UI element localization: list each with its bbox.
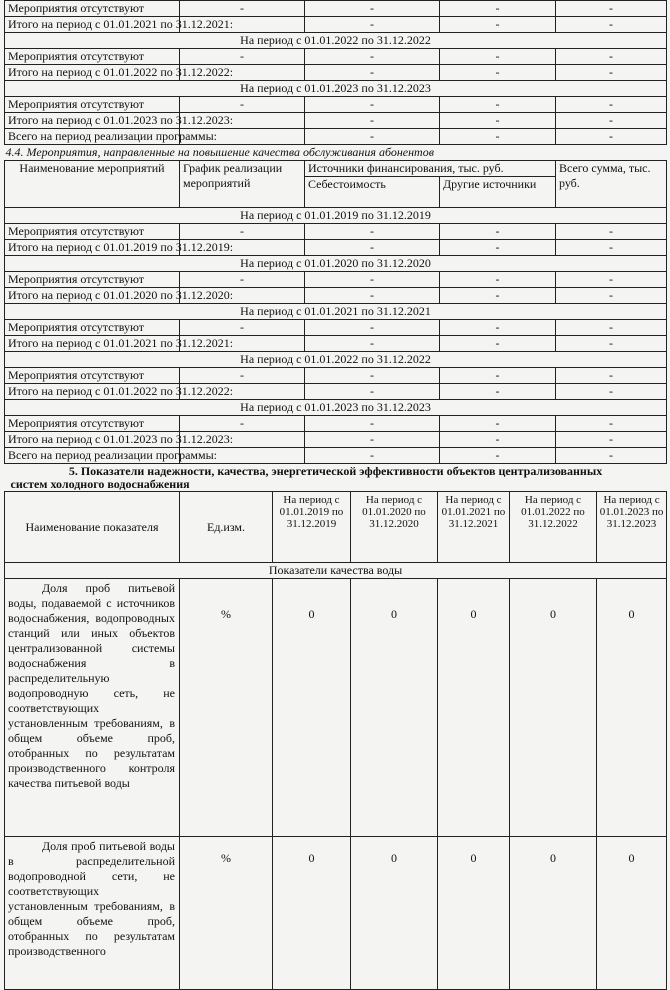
table-row (5, 272, 667, 288)
row-label: Итого на период с 01.01.2022 по 31.12.2022: (5, 384, 180, 400)
period-row (5, 256, 667, 272)
row-cell-4: - (556, 240, 667, 256)
row-cell-3: - (440, 288, 556, 304)
table-row (5, 320, 667, 336)
row-label: Итого на период с 01.01.2020 по 31.12.2020: (5, 288, 180, 304)
period-row (5, 208, 667, 224)
row-cell-3: - (440, 129, 556, 145)
row-cell-4: - (556, 1, 667, 17)
period-title: На период с 01.01.2021 по 31.12.2021 (5, 304, 667, 320)
indicator-value-2021: 0 (438, 837, 510, 990)
row-cell-4: - (556, 416, 667, 432)
row-cell-4: - (556, 288, 667, 304)
header-period-2021: На период с 01.01.2021 по 31.12.2021 (438, 492, 510, 563)
period-row (5, 33, 667, 49)
row-cell-2: - (305, 448, 440, 464)
indicator-value-2019: 0 (273, 579, 351, 837)
row-cell-2: - (305, 97, 440, 113)
table-row (5, 49, 667, 65)
period-title: На период с 01.01.2019 по 31.12.2019 (5, 208, 667, 224)
table-row (5, 65, 667, 81)
row-label: Всего на период реализации программы: (5, 448, 180, 464)
row-cell-3: - (440, 17, 556, 33)
row-label: Итого на период с 01.01.2021 по 31.12.2021: (5, 17, 180, 33)
period-row (5, 400, 667, 416)
period-row (5, 81, 667, 97)
table-row (5, 17, 667, 33)
indicator-row (5, 579, 667, 837)
row-cell-3: - (440, 448, 556, 464)
document-page (4, 0, 666, 990)
row-label: Мероприятия отсутствуют (5, 272, 180, 288)
indicator-value-2021: 0 (438, 579, 510, 837)
row-cell-4: - (556, 97, 667, 113)
table-row (5, 432, 667, 448)
row-cell-2: - (305, 49, 440, 65)
indicator-value-2019: 0 (273, 837, 351, 990)
row-label: Мероприятия отсутствуют (5, 368, 180, 384)
row-cell-4: - (556, 320, 667, 336)
row-cell-2: - (305, 17, 440, 33)
row-cell-2: - (305, 240, 440, 256)
table-row (5, 240, 667, 256)
row-label: Итого на период с 01.01.2021 по 31.12.2021: (5, 336, 180, 352)
table-row (5, 288, 667, 304)
group-title-water-quality: Показатели качества воды (5, 563, 667, 579)
row-cell-3: - (440, 272, 556, 288)
indicator-unit: % (180, 837, 273, 990)
row-cell-2: - (305, 416, 440, 432)
row-cell-2: - (305, 336, 440, 352)
row-cell-2: - (305, 1, 440, 17)
table-row (5, 416, 667, 432)
indicator-unit: % (180, 579, 273, 837)
row-cell-1: - (180, 49, 305, 65)
row-cell-2: - (305, 384, 440, 400)
row-cell-4: - (556, 384, 667, 400)
row-cell-2: - (305, 432, 440, 448)
table-row (5, 1, 667, 17)
row-cell-2: - (305, 288, 440, 304)
row-label: Итого на период с 01.01.2023 по 31.12.2023: (5, 113, 180, 129)
section-5-indicators-table (4, 464, 667, 990)
row-cell-4: - (556, 272, 667, 288)
section-5-title-line2: систем холодного водоснабжения (10, 477, 190, 491)
header-measure-name: Наименование мероприятий (5, 161, 180, 208)
row-cell-1: - (180, 97, 305, 113)
row-cell-4: - (556, 224, 667, 240)
period-title: На период с 01.01.2020 по 31.12.2020 (5, 256, 667, 272)
row-cell-3: - (440, 97, 556, 113)
table-row (5, 336, 667, 352)
row-cell-3: - (440, 336, 556, 352)
row-cell-4: - (556, 368, 667, 384)
section-5-title-line1: 5. Показатели надежности, качества, энергетической эффективности объектов централизованных (68, 464, 603, 478)
period-title: На период с 01.01.2023 по 31.12.2023 (5, 81, 667, 97)
row-cell-3: - (440, 416, 556, 432)
row-cell-3: - (440, 65, 556, 81)
table-row (5, 129, 667, 145)
row-label: Итого на период с 01.01.2022 по 31.12.2022: (5, 65, 180, 81)
row-cell-4: - (556, 49, 667, 65)
row-label: Итого на период с 01.01.2023 по 31.12.2023: (5, 432, 180, 448)
row-cell-3: - (440, 113, 556, 129)
row-cell-4: - (556, 448, 667, 464)
row-label: Мероприятия отсутствуют (5, 49, 180, 65)
row-label: Мероприятия отсутствуют (5, 97, 180, 113)
row-cell-3: - (440, 384, 556, 400)
section-4-4-title: 4.4. Мероприятия, направленные на повышение качества обслуживания абонентов (5, 145, 434, 159)
table-row (5, 113, 667, 129)
indicator-name: Доля проб питьевой воды в распределительной водопроводной сети, не соответствующих установленным требованиям, в общем объеме проб, отобранных по результатам производственного (5, 837, 180, 990)
table-row (5, 448, 667, 464)
row-label: Итого на период с 01.01.2019 по 31.12.2019: (5, 240, 180, 256)
row-cell-2: - (305, 129, 440, 145)
row-cell-1: - (180, 368, 305, 384)
row-label: Мероприятия отсутствуют (5, 224, 180, 240)
table-row (5, 97, 667, 113)
row-cell-2: - (305, 272, 440, 288)
header-indicator-name: Наименование показателя (5, 492, 180, 563)
row-cell-2: - (305, 320, 440, 336)
header-funding-sources: Источники финансирования, тыс. руб. (305, 161, 556, 177)
row-cell-3: - (440, 1, 556, 17)
row-cell-3: - (440, 224, 556, 240)
period-row (5, 304, 667, 320)
row-label: Мероприятия отсутствуют (5, 1, 180, 17)
row-cell-1: - (180, 320, 305, 336)
row-cell-2: - (305, 113, 440, 129)
row-cell-3: - (440, 320, 556, 336)
header-period-2020: На период с 01.01.2020 по 31.12.2020 (351, 492, 438, 563)
table-row (5, 384, 667, 400)
row-cell-4: - (556, 65, 667, 81)
indicator-value-2023: 0 (597, 579, 667, 837)
row-cell-4: - (556, 432, 667, 448)
period-title: На период с 01.01.2022 по 31.12.2022 (5, 33, 667, 49)
row-cell-4: - (556, 113, 667, 129)
row-cell-2: - (305, 224, 440, 240)
indicator-name: Доля проб питьевой воды, подаваемой с источников водоснабжения, водопроводных станций или иных объектов централизованной системы водоснабжения в распределительную водопроводную сеть, не соответствующих установленным требованиям, в общем объеме проб, отобранных по результатам производственного контроля качества питьевой воды (5, 579, 180, 837)
header-period-2023: На период с 01.01.2023 по 31.12.2023 (597, 492, 667, 563)
row-cell-2: - (305, 368, 440, 384)
row-cell-1: - (180, 416, 305, 432)
period-row (5, 352, 667, 368)
header-period-2019: На период с 01.01.2019 по 31.12.2019 (273, 492, 351, 563)
header-cost: Себестоимость (305, 177, 440, 208)
indicator-value-2020: 0 (351, 579, 438, 837)
section-4-4-table (4, 145, 667, 464)
period-title: На период с 01.01.2023 по 31.12.2023 (5, 400, 667, 416)
row-label: Всего на период реализации программы: (5, 129, 180, 145)
row-cell-1: - (180, 1, 305, 17)
measures-table-continued (4, 0, 667, 145)
section-5-title (5, 464, 667, 492)
header-period-2022: На период с 01.01.2022 по 31.12.2022 (510, 492, 597, 563)
row-cell-4: - (556, 17, 667, 33)
header-schedule: График реализации мероприятий (180, 161, 305, 208)
row-cell-3: - (440, 240, 556, 256)
row-cell-3: - (440, 49, 556, 65)
indicator-value-2022: 0 (510, 837, 597, 990)
row-cell-2: - (305, 65, 440, 81)
indicator-value-2023: 0 (597, 837, 667, 990)
row-label: Мероприятия отсутствуют (5, 320, 180, 336)
row-cell-4: - (556, 129, 667, 145)
row-cell-1: - (180, 272, 305, 288)
header-unit: Ед.изм. (180, 492, 273, 563)
row-cell-1: - (180, 224, 305, 240)
indicator-value-2022: 0 (510, 579, 597, 837)
indicator-value-2020: 0 (351, 837, 438, 990)
period-title: На период с 01.01.2022 по 31.12.2022 (5, 352, 667, 368)
header-other-sources: Другие источники (440, 177, 556, 208)
row-cell-3: - (440, 432, 556, 448)
table-row (5, 368, 667, 384)
row-cell-4: - (556, 336, 667, 352)
row-cell-3: - (440, 368, 556, 384)
table-row (5, 224, 667, 240)
row-label: Мероприятия отсутствуют (5, 416, 180, 432)
header-total-sum: Всего сумма, тыс. руб. (556, 161, 667, 208)
